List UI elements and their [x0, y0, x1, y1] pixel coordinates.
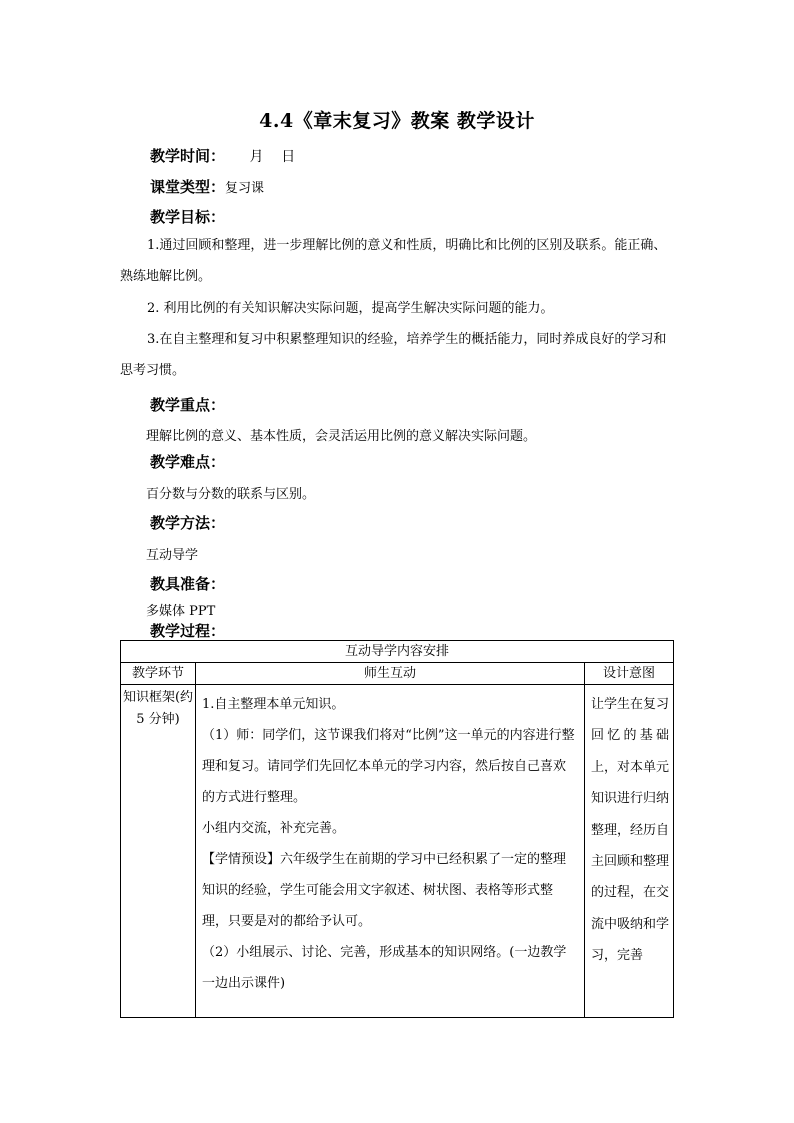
goal-3 [120, 324, 676, 386]
method-label [150, 512, 225, 533]
difficulty-label [150, 451, 225, 472]
goal-1-text: 1.通过回顾和整理，进一步理解比例的意义和性质，明确比和比例的区别及联系。能正确、熟练地解比例。 [120, 238, 667, 284]
difficulty-label-text: 教学难点： [150, 453, 226, 471]
tools-text: 多媒体 PPT [146, 604, 216, 619]
table-header-row [121, 663, 674, 685]
key-points-text: 理解比例的意义、基本性质，会灵活运用比例的意义解决实际问题。 [146, 429, 537, 444]
process-label-text: 教学过程： [150, 622, 226, 640]
interaction-cell [196, 685, 585, 1018]
interaction-line: 【学情预设】六年级学生在前期的学习中已经积累了一定的整理知识的经验，学生可能会用文字叙述、树状图、表格等形式整理，只要是对的都给予认可。 [202, 852, 567, 929]
class-type-label: 课堂类型： [150, 178, 226, 196]
goal-3-text: 3.在自主整理和复习中积累整理知识的经验，培养学生的概括能力，同时养成良好的学习和思考习惯。 [120, 332, 667, 378]
intent-cell: 让学生在复习回忆的基础上，对本单元知识进行归纳整理，经历自主回顾和整理的过程，在交流中吸纳和学习，完善 [584, 685, 673, 1018]
process-table [120, 640, 674, 1018]
class-type-value: 复习课 [225, 181, 265, 196]
table-caption: 互动导学内容安排 [121, 641, 674, 663]
interaction-line: （2）小组展示、讨论、完善，形成基本的知识网络。(一边教学一边出示课件) [202, 945, 567, 991]
stage-cell: 知识框架(约 5 分钟) [121, 685, 196, 1018]
class-type-row [150, 176, 264, 197]
teaching-goals-label [150, 206, 225, 227]
table-row [121, 685, 674, 1018]
teaching-time-row [150, 145, 295, 166]
tools-label-text: 教具准备： [150, 575, 226, 593]
interaction-line: 小组内交流，补充完善。 [202, 821, 346, 836]
process-label [150, 620, 225, 641]
method-label-text: 教学方法： [150, 514, 226, 532]
header-intent: 设计意图 [584, 663, 673, 685]
key-points-label [150, 394, 225, 415]
header-interaction: 师生互动 [196, 663, 585, 685]
goal-1 [120, 230, 676, 292]
key-points-label-text: 教学重点： [150, 396, 226, 414]
goal-2 [120, 293, 676, 324]
tools-label [150, 573, 225, 594]
teaching-time-value: 月 日 [249, 149, 296, 165]
interaction-line: 1.自主整理本单元知识。 [202, 697, 345, 712]
teaching-time-label: 教学时间： [150, 147, 226, 165]
goal-2-text: 2. 利用比例的有关知识解决实际问题，提高学生解决实际问题的能力。 [147, 301, 554, 316]
interaction-line: （1）师：同学们，这节课我们将对“比例”这一单元的内容进行整理和复习。请同学们先回忆本单元的学习内容，然后按自己喜欢的方式进行整理。 [202, 728, 575, 805]
header-stage: 教学环节 [121, 663, 196, 685]
page-title: 4.4《章末复习》教案 教学设计 [259, 110, 535, 132]
method-text: 互动导学 [146, 548, 199, 563]
table-caption-row [121, 641, 674, 663]
difficulty-text: 百分数与分数的联系与区别。 [146, 487, 316, 502]
teaching-goals-label-text: 教学目标： [150, 208, 226, 226]
